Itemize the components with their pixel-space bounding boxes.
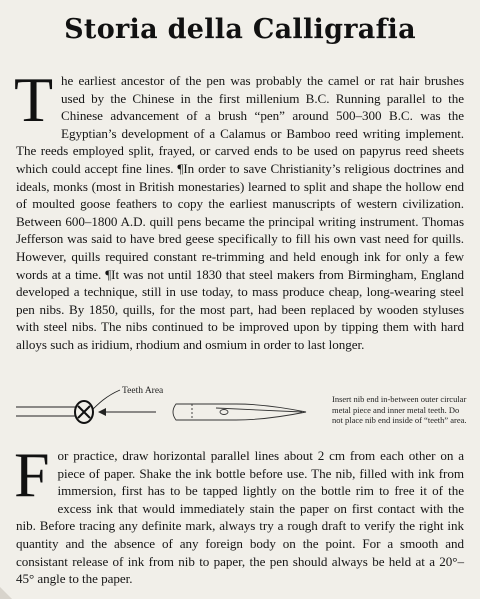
dropcap-t: T [14,64,54,135]
dropcap-f: F [14,439,50,510]
teeth-area-label: Teeth Area [122,386,164,396]
page-title: Storia della Calligrafia [64,14,416,45]
practice-paragraph [14,439,464,588]
history-text: he earliest ancestor of the pen was probably the camel or rat hair brushes used by the Chinese in the first millenium B.C. Running parallel to the Chinese advancement of a brush “pen” around 500–300 B.C. was the Egyptian’s development of a Calamus or Bamboo reed writing implement. The reeds employed split, frayed, or carved ends to be used on papyrus reed sheets which could accept fine lines. ¶In order to save Christianity’s religious doctrines and ideals, monks (most in British monestaries) learned to split and shape the hollow end of moulted goose feathers to copy the earliest manuscripts of western civilization. Between 600–1800 A.D. quill pens became the principal writing instrument. Thomas Jefferson was said to have bred geese specifically to fill his own vast need for quills. However, quills required constant re-trimming and held enough ink for only a few words at a time. ¶It was not until 1830 that steel makers from Birmingham, England developed a technique, still in use today, to mass produce cheap, long-wearing steel pen nibs. By 1850, quills, for the most part, had been replaced by wooden styluses with steel nibs. The nibs continued to be improved upon by tipping them with hard alloys such as iridium, rhodium and osmium in order to last longer. [16,73,464,352]
diagram-note: Insert nib end in-between outer circular metal piece and inner metal teeth. Do not place nib end inside of “teeth” area. [332,394,467,425]
history-paragraph [14,64,464,354]
holder-teeth-end [75,401,93,423]
nib-drawing [173,404,306,420]
corner-ornament [0,587,12,599]
practice-text: or practice, draw horizontal parallel lines about 2 cm from each other on a piece of paper. Shake the ink bottle before use. The nib, filled with ink from immersion, first has to be tapped lightly on the bottle rim to free it of the excess ink that would immediately stain the paper on first contact with the nib. Before tracing any definite mark, always try a rough draft to verify the right ink quantity and the absence of any foreign body on the point. For a smooth and consistant release of ink from nib to paper, the pen should always be held at a 20°– 45° angle to the paper. [16,448,464,587]
